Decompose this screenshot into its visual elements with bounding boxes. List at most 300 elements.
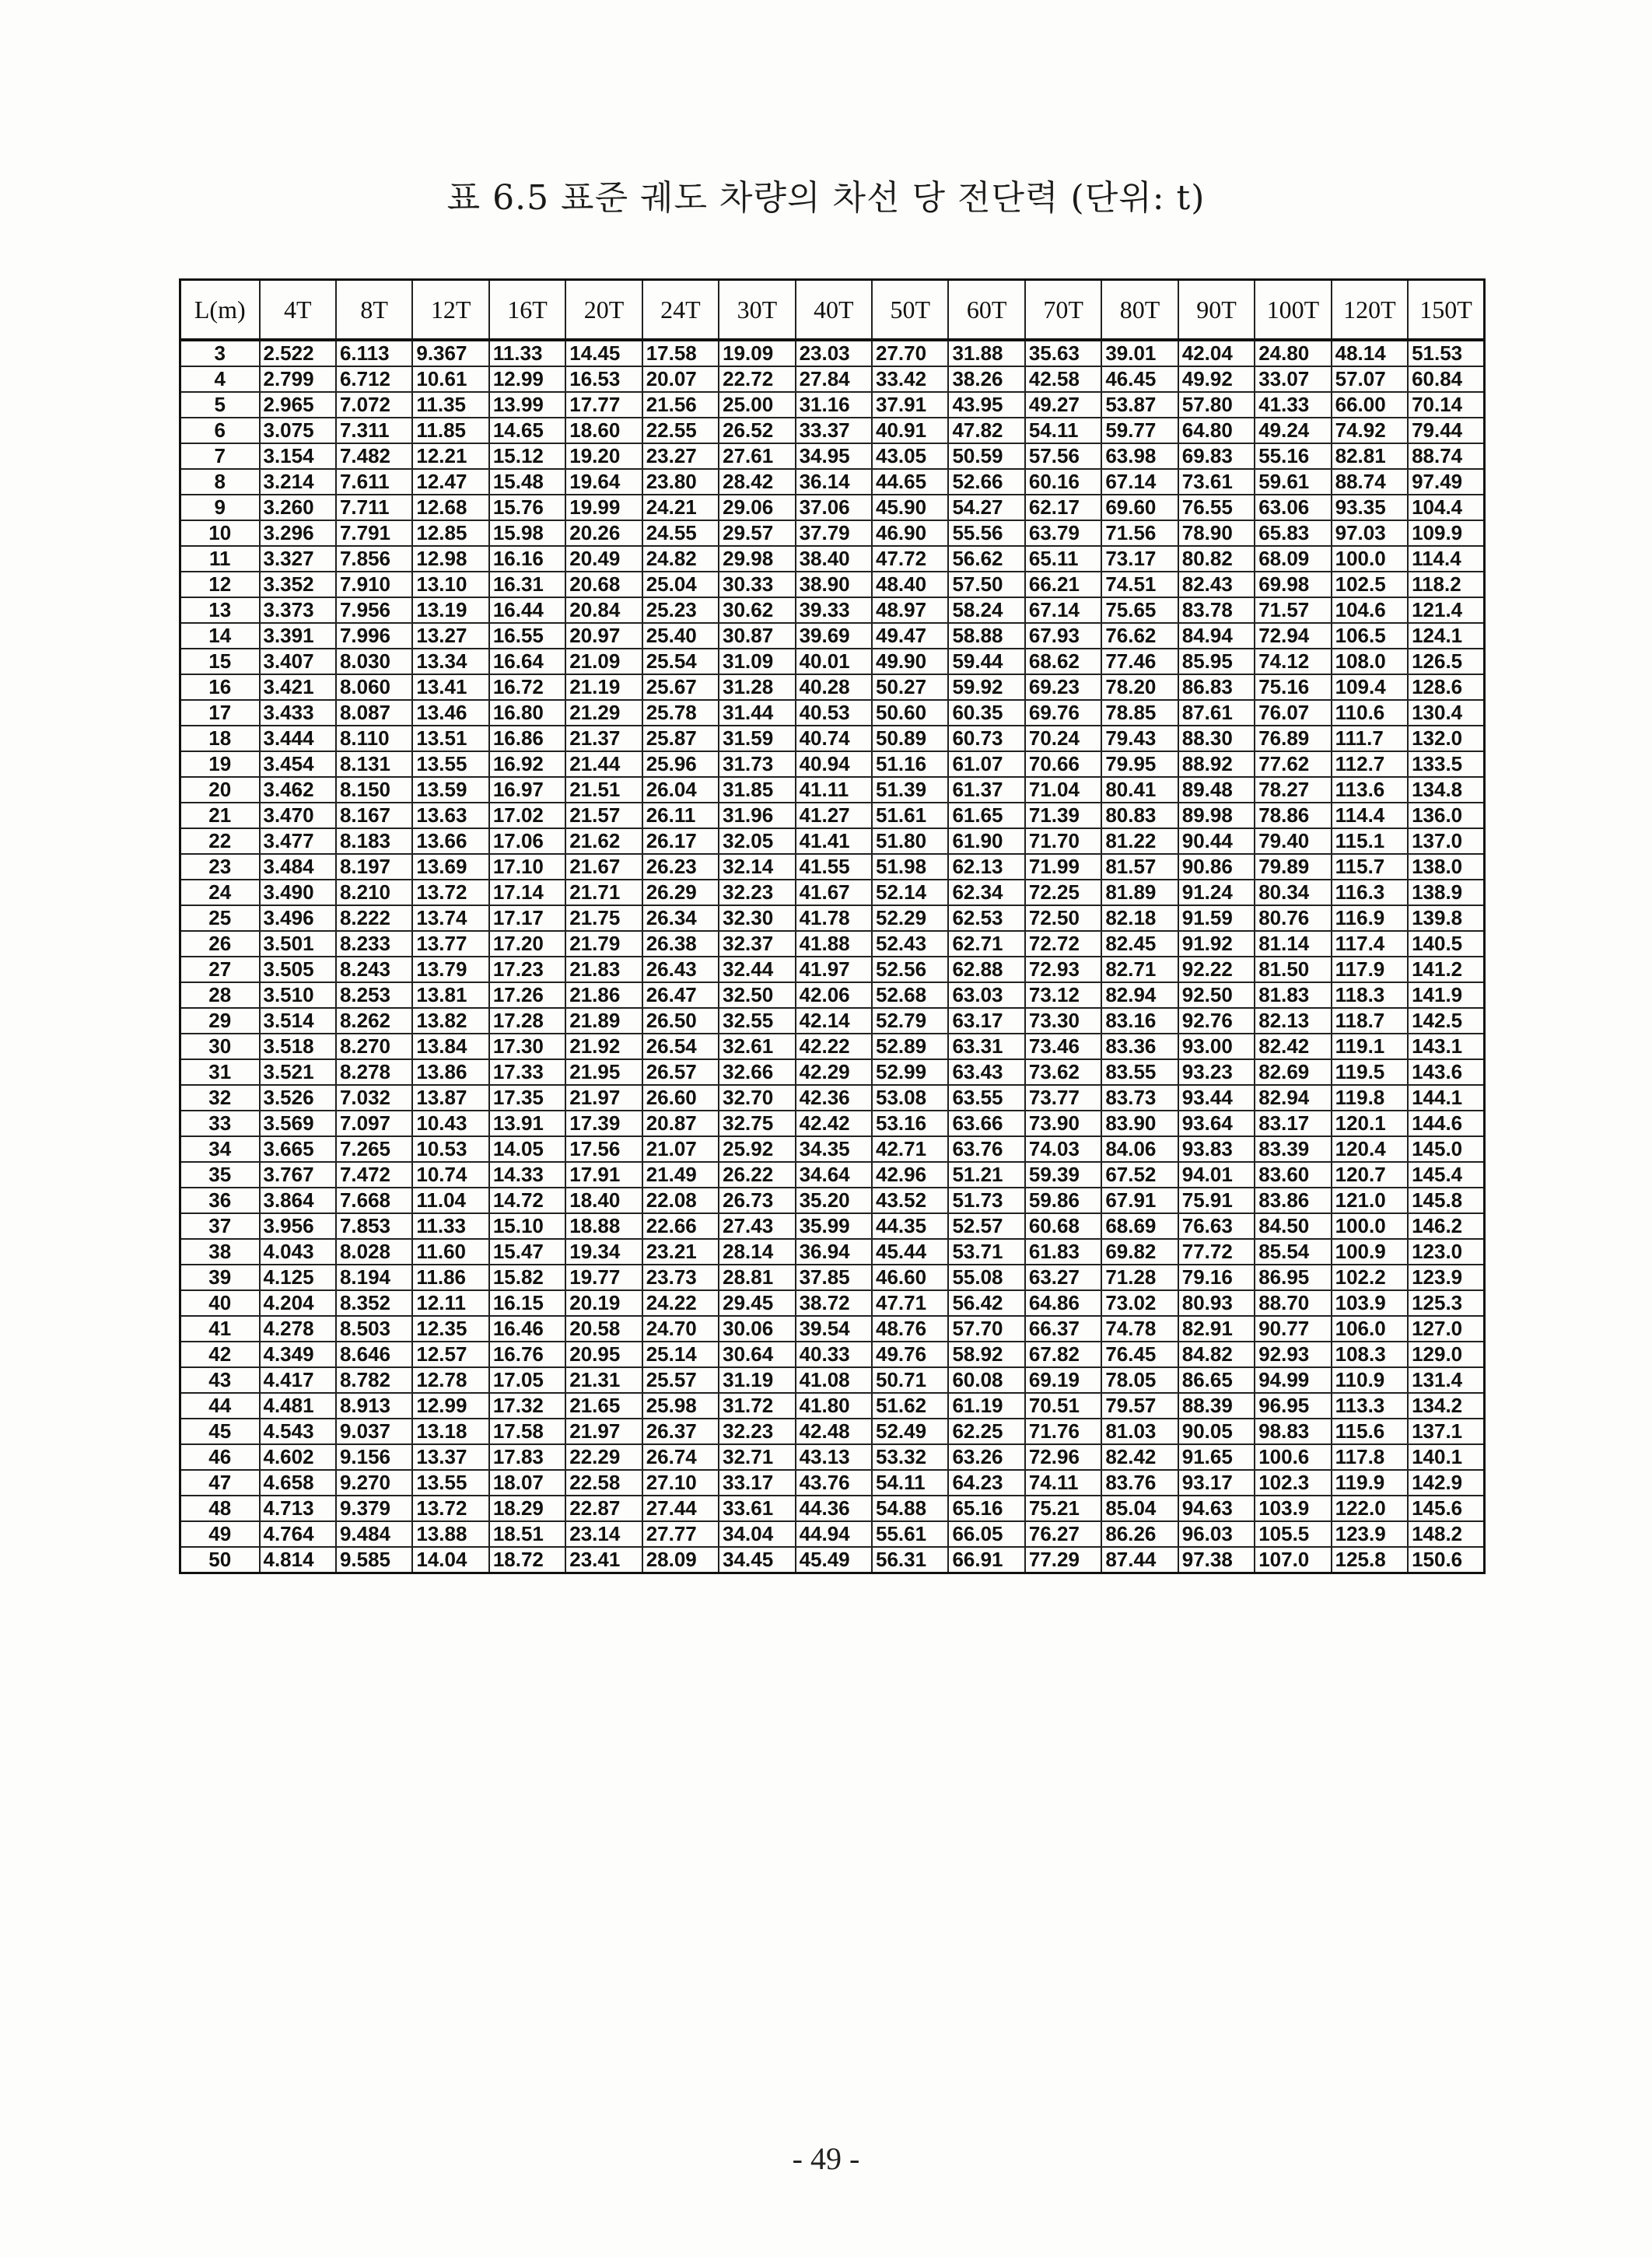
- value-cell: 129.0: [1408, 1342, 1484, 1367]
- page-number: - 49 -: [792, 2141, 860, 2176]
- value-cell: 12.21: [412, 443, 488, 469]
- value-cell: 21.75: [565, 905, 642, 931]
- value-cell: 71.99: [1025, 854, 1101, 880]
- value-cell: 55.56: [948, 520, 1024, 546]
- value-cell: 90.86: [1178, 854, 1255, 880]
- value-cell: 29.06: [719, 495, 795, 520]
- value-cell: 75.91: [1178, 1188, 1255, 1213]
- value-cell: 137.1: [1408, 1419, 1484, 1444]
- value-cell: 60.08: [948, 1367, 1024, 1393]
- value-cell: 3.864: [260, 1188, 336, 1213]
- table-row: [180, 469, 1485, 495]
- value-cell: 8.782: [336, 1367, 412, 1393]
- length-cell: 25: [180, 905, 260, 931]
- value-cell: 37.06: [796, 495, 872, 520]
- value-cell: 41.97: [796, 957, 872, 982]
- value-cell: 100.9: [1332, 1239, 1408, 1265]
- value-cell: 63.26: [948, 1444, 1024, 1470]
- table-row: [180, 1290, 1485, 1316]
- length-cell: 5: [180, 392, 260, 418]
- value-cell: 12.85: [412, 520, 488, 546]
- value-cell: 43.13: [796, 1444, 872, 1470]
- value-cell: 41.55: [796, 854, 872, 880]
- value-cell: 92.93: [1255, 1342, 1331, 1367]
- value-cell: 67.82: [1025, 1342, 1101, 1367]
- value-cell: 88.92: [1178, 751, 1255, 777]
- value-cell: 81.57: [1101, 854, 1178, 880]
- value-cell: 7.311: [336, 418, 412, 443]
- value-cell: 82.43: [1178, 572, 1255, 597]
- value-cell: 8.131: [336, 751, 412, 777]
- value-cell: 88.39: [1178, 1393, 1255, 1419]
- value-cell: 132.0: [1408, 726, 1484, 751]
- value-cell: 68.62: [1025, 649, 1101, 674]
- value-cell: 15.76: [489, 495, 565, 520]
- value-cell: 52.66: [948, 469, 1024, 495]
- value-cell: 79.44: [1408, 418, 1484, 443]
- value-cell: 13.86: [412, 1059, 488, 1085]
- value-cell: 117.9: [1332, 957, 1408, 982]
- value-cell: 44.65: [872, 469, 948, 495]
- value-cell: 3.470: [260, 803, 336, 828]
- value-cell: 21.09: [565, 649, 642, 674]
- value-cell: 142.5: [1408, 1008, 1484, 1034]
- value-cell: 73.62: [1025, 1059, 1101, 1085]
- value-cell: 60.16: [1025, 469, 1101, 495]
- value-cell: 59.44: [948, 649, 1024, 674]
- value-cell: 11.33: [412, 1213, 488, 1239]
- value-cell: 21.56: [642, 392, 719, 418]
- value-cell: 33.61: [719, 1496, 795, 1521]
- value-cell: 7.611: [336, 469, 412, 495]
- value-cell: 107.0: [1255, 1547, 1331, 1573]
- value-cell: 42.42: [796, 1111, 872, 1136]
- value-cell: 19.34: [565, 1239, 642, 1265]
- value-cell: 85.04: [1101, 1496, 1178, 1521]
- value-cell: 41.41: [796, 828, 872, 854]
- value-cell: 92.50: [1178, 982, 1255, 1008]
- value-cell: 8.278: [336, 1059, 412, 1085]
- length-cell: 49: [180, 1521, 260, 1547]
- value-cell: 32.50: [719, 982, 795, 1008]
- table-row: [180, 340, 1485, 366]
- value-cell: 21.86: [565, 982, 642, 1008]
- length-cell: 9: [180, 495, 260, 520]
- value-cell: 76.63: [1178, 1213, 1255, 1239]
- value-cell: 143.6: [1408, 1059, 1484, 1085]
- value-cell: 88.74: [1408, 443, 1484, 469]
- value-cell: 9.037: [336, 1419, 412, 1444]
- value-cell: 11.33: [489, 340, 565, 366]
- header-load-4: 16T: [489, 280, 565, 341]
- value-cell: 54.11: [872, 1470, 948, 1496]
- table-row: [180, 1162, 1485, 1188]
- value-cell: 13.18: [412, 1419, 488, 1444]
- value-cell: 16.72: [489, 674, 565, 700]
- table-row: [180, 623, 1485, 649]
- value-cell: 40.28: [796, 674, 872, 700]
- value-cell: 113.3: [1332, 1393, 1408, 1419]
- value-cell: 75.16: [1255, 674, 1331, 700]
- value-cell: 59.92: [948, 674, 1024, 700]
- value-cell: 28.81: [719, 1265, 795, 1290]
- value-cell: 75.65: [1101, 597, 1178, 623]
- value-cell: 49.47: [872, 623, 948, 649]
- length-cell: 43: [180, 1367, 260, 1393]
- length-cell: 15: [180, 649, 260, 674]
- value-cell: 4.278: [260, 1316, 336, 1342]
- value-cell: 55.61: [872, 1521, 948, 1547]
- value-cell: 16.97: [489, 777, 565, 803]
- value-cell: 25.67: [642, 674, 719, 700]
- value-cell: 49.92: [1178, 366, 1255, 392]
- value-cell: 19.64: [565, 469, 642, 495]
- value-cell: 83.17: [1255, 1111, 1331, 1136]
- value-cell: 19.77: [565, 1265, 642, 1290]
- value-cell: 7.853: [336, 1213, 412, 1239]
- table-row: [180, 1213, 1485, 1239]
- value-cell: 82.42: [1255, 1034, 1331, 1059]
- value-cell: 63.76: [948, 1136, 1024, 1162]
- value-cell: 7.097: [336, 1111, 412, 1136]
- value-cell: 2.965: [260, 392, 336, 418]
- value-cell: 52.14: [872, 880, 948, 905]
- value-cell: 79.95: [1101, 751, 1178, 777]
- value-cell: 17.06: [489, 828, 565, 854]
- value-cell: 10.53: [412, 1136, 488, 1162]
- value-cell: 50.71: [872, 1367, 948, 1393]
- value-cell: 13.74: [412, 905, 488, 931]
- value-cell: 41.27: [796, 803, 872, 828]
- value-cell: 12.98: [412, 546, 488, 572]
- value-cell: 13.88: [412, 1521, 488, 1547]
- value-cell: 63.03: [948, 982, 1024, 1008]
- table-row: [180, 751, 1485, 777]
- value-cell: 22.58: [565, 1470, 642, 1496]
- value-cell: 20.95: [565, 1342, 642, 1367]
- length-cell: 4: [180, 366, 260, 392]
- value-cell: 76.62: [1101, 623, 1178, 649]
- table-row: [180, 520, 1485, 546]
- value-cell: 137.0: [1408, 828, 1484, 854]
- value-cell: 66.21: [1025, 572, 1101, 597]
- value-cell: 117.4: [1332, 931, 1408, 957]
- value-cell: 73.46: [1025, 1034, 1101, 1059]
- value-cell: 3.433: [260, 700, 336, 726]
- value-cell: 4.481: [260, 1393, 336, 1419]
- value-cell: 79.89: [1255, 854, 1331, 880]
- value-cell: 13.87: [412, 1085, 488, 1111]
- value-cell: 93.64: [1178, 1111, 1255, 1136]
- value-cell: 110.9: [1332, 1367, 1408, 1393]
- value-cell: 92.22: [1178, 957, 1255, 982]
- value-cell: 77.72: [1178, 1239, 1255, 1265]
- value-cell: 2.522: [260, 340, 336, 366]
- table-row: [180, 418, 1485, 443]
- value-cell: 79.40: [1255, 828, 1331, 854]
- value-cell: 31.73: [719, 751, 795, 777]
- value-cell: 108.3: [1332, 1342, 1408, 1367]
- value-cell: 3.477: [260, 828, 336, 854]
- value-cell: 32.05: [719, 828, 795, 854]
- value-cell: 77.29: [1025, 1547, 1101, 1573]
- value-cell: 34.45: [719, 1547, 795, 1573]
- value-cell: 83.73: [1101, 1085, 1178, 1111]
- value-cell: 69.23: [1025, 674, 1101, 700]
- value-cell: 102.2: [1332, 1265, 1408, 1290]
- value-cell: 57.07: [1332, 366, 1408, 392]
- value-cell: 148.2: [1408, 1521, 1484, 1547]
- value-cell: 50.89: [872, 726, 948, 751]
- value-cell: 20.58: [565, 1316, 642, 1342]
- value-cell: 39.69: [796, 623, 872, 649]
- value-cell: 46.90: [872, 520, 948, 546]
- value-cell: 50.60: [872, 700, 948, 726]
- value-cell: 21.29: [565, 700, 642, 726]
- value-cell: 21.37: [565, 726, 642, 751]
- value-cell: 16.76: [489, 1342, 565, 1367]
- value-cell: 9.379: [336, 1496, 412, 1521]
- value-cell: 72.25: [1025, 880, 1101, 905]
- value-cell: 17.91: [565, 1162, 642, 1188]
- value-cell: 38.72: [796, 1290, 872, 1316]
- value-cell: 14.65: [489, 418, 565, 443]
- value-cell: 67.91: [1101, 1188, 1178, 1213]
- value-cell: 3.296: [260, 520, 336, 546]
- value-cell: 13.10: [412, 572, 488, 597]
- table-row: [180, 392, 1485, 418]
- value-cell: 102.3: [1255, 1470, 1331, 1496]
- value-cell: 49.24: [1255, 418, 1331, 443]
- value-cell: 112.7: [1332, 751, 1408, 777]
- value-cell: 25.54: [642, 649, 719, 674]
- table-row: [180, 1547, 1485, 1573]
- value-cell: 3.496: [260, 905, 336, 931]
- value-cell: 97.38: [1178, 1547, 1255, 1573]
- value-cell: 114.4: [1408, 546, 1484, 572]
- value-cell: 41.33: [1255, 392, 1331, 418]
- value-cell: 30.64: [719, 1342, 795, 1367]
- value-cell: 81.22: [1101, 828, 1178, 854]
- value-cell: 134.2: [1408, 1393, 1484, 1419]
- length-cell: 27: [180, 957, 260, 982]
- value-cell: 3.510: [260, 982, 336, 1008]
- value-cell: 86.83: [1178, 674, 1255, 700]
- value-cell: 32.14: [719, 854, 795, 880]
- value-cell: 16.80: [489, 700, 565, 726]
- length-cell: 18: [180, 726, 260, 751]
- value-cell: 80.83: [1101, 803, 1178, 828]
- value-cell: 19.99: [565, 495, 642, 520]
- value-cell: 25.96: [642, 751, 719, 777]
- value-cell: 21.89: [565, 1008, 642, 1034]
- value-cell: 13.37: [412, 1444, 488, 1470]
- value-cell: 63.43: [948, 1059, 1024, 1085]
- value-cell: 92.76: [1178, 1008, 1255, 1034]
- table-row: [180, 1393, 1485, 1419]
- value-cell: 60.73: [948, 726, 1024, 751]
- value-cell: 26.23: [642, 854, 719, 880]
- value-cell: 69.98: [1255, 572, 1331, 597]
- value-cell: 3.214: [260, 469, 336, 495]
- value-cell: 41.08: [796, 1367, 872, 1393]
- value-cell: 63.17: [948, 1008, 1024, 1034]
- value-cell: 27.10: [642, 1470, 719, 1496]
- value-cell: 16.44: [489, 597, 565, 623]
- header-length: L(m): [180, 280, 260, 341]
- value-cell: 134.8: [1408, 777, 1484, 803]
- value-cell: 7.856: [336, 546, 412, 572]
- table-row: [180, 495, 1485, 520]
- length-cell: 20: [180, 777, 260, 803]
- value-cell: 88.70: [1255, 1290, 1331, 1316]
- value-cell: 73.77: [1025, 1085, 1101, 1111]
- table-title: 표 6.5 표준 궤도 차량의 차선 당 전단력 (단위: t): [446, 178, 1206, 218]
- value-cell: 21.51: [565, 777, 642, 803]
- value-cell: 27.61: [719, 443, 795, 469]
- value-cell: 60.84: [1408, 366, 1484, 392]
- value-cell: 119.8: [1332, 1085, 1408, 1111]
- value-cell: 26.52: [719, 418, 795, 443]
- value-cell: 17.23: [489, 957, 565, 982]
- value-cell: 41.78: [796, 905, 872, 931]
- value-cell: 82.94: [1101, 982, 1178, 1008]
- value-cell: 3.521: [260, 1059, 336, 1085]
- value-cell: 21.95: [565, 1059, 642, 1085]
- value-cell: 26.54: [642, 1034, 719, 1059]
- value-cell: 45.44: [872, 1239, 948, 1265]
- table-row: [180, 649, 1485, 674]
- value-cell: 100.6: [1255, 1444, 1331, 1470]
- value-cell: 20.68: [565, 572, 642, 597]
- value-cell: 3.505: [260, 957, 336, 982]
- value-cell: 26.04: [642, 777, 719, 803]
- table-header-row: [180, 280, 1485, 341]
- value-cell: 82.18: [1101, 905, 1178, 931]
- length-cell: 14: [180, 623, 260, 649]
- value-cell: 40.53: [796, 700, 872, 726]
- value-cell: 110.6: [1332, 700, 1408, 726]
- value-cell: 73.30: [1025, 1008, 1101, 1034]
- value-cell: 51.16: [872, 751, 948, 777]
- value-cell: 53.32: [872, 1444, 948, 1470]
- header-load-5: 20T: [565, 280, 642, 341]
- value-cell: 139.8: [1408, 905, 1484, 931]
- value-cell: 88.30: [1178, 726, 1255, 751]
- value-cell: 67.14: [1025, 597, 1101, 623]
- value-cell: 30.62: [719, 597, 795, 623]
- value-cell: 32.61: [719, 1034, 795, 1059]
- value-cell: 27.70: [872, 340, 948, 366]
- value-cell: 17.77: [565, 392, 642, 418]
- value-cell: 71.39: [1025, 803, 1101, 828]
- value-cell: 7.265: [336, 1136, 412, 1162]
- value-cell: 4.814: [260, 1547, 336, 1573]
- value-cell: 25.78: [642, 700, 719, 726]
- value-cell: 16.64: [489, 649, 565, 674]
- value-cell: 42.58: [1025, 366, 1101, 392]
- value-cell: 35.20: [796, 1188, 872, 1213]
- value-cell: 31.96: [719, 803, 795, 828]
- length-cell: 11: [180, 546, 260, 572]
- value-cell: 72.50: [1025, 905, 1101, 931]
- value-cell: 108.0: [1332, 649, 1408, 674]
- length-cell: 37: [180, 1213, 260, 1239]
- value-cell: 84.94: [1178, 623, 1255, 649]
- value-cell: 138.9: [1408, 880, 1484, 905]
- value-cell: 32.37: [719, 931, 795, 957]
- length-cell: 30: [180, 1034, 260, 1059]
- value-cell: 81.83: [1255, 982, 1331, 1008]
- value-cell: 111.7: [1332, 726, 1408, 751]
- value-cell: 84.50: [1255, 1213, 1331, 1239]
- value-cell: 93.83: [1178, 1136, 1255, 1162]
- value-cell: 31.72: [719, 1393, 795, 1419]
- value-cell: 9.270: [336, 1470, 412, 1496]
- value-cell: 70.51: [1025, 1393, 1101, 1419]
- length-cell: 48: [180, 1496, 260, 1521]
- value-cell: 29.57: [719, 520, 795, 546]
- value-cell: 72.94: [1255, 623, 1331, 649]
- value-cell: 7.482: [336, 443, 412, 469]
- value-cell: 21.92: [565, 1034, 642, 1059]
- value-cell: 56.62: [948, 546, 1024, 572]
- value-cell: 51.98: [872, 854, 948, 880]
- value-cell: 74.12: [1255, 649, 1331, 674]
- value-cell: 57.56: [1025, 443, 1101, 469]
- value-cell: 24.55: [642, 520, 719, 546]
- value-cell: 3.518: [260, 1034, 336, 1059]
- table-row: [180, 880, 1485, 905]
- value-cell: 91.92: [1178, 931, 1255, 957]
- value-cell: 78.86: [1255, 803, 1331, 828]
- value-cell: 119.5: [1332, 1059, 1408, 1085]
- value-cell: 73.02: [1101, 1290, 1178, 1316]
- value-cell: 64.86: [1025, 1290, 1101, 1316]
- length-cell: 47: [180, 1470, 260, 1496]
- length-cell: 40: [180, 1290, 260, 1316]
- value-cell: 49.27: [1025, 392, 1101, 418]
- header-load-12: 80T: [1101, 280, 1178, 341]
- value-cell: 3.484: [260, 854, 336, 880]
- value-cell: 8.028: [336, 1239, 412, 1265]
- value-cell: 72.72: [1025, 931, 1101, 957]
- value-cell: 86.95: [1255, 1265, 1331, 1290]
- value-cell: 32.30: [719, 905, 795, 931]
- value-cell: 18.40: [565, 1188, 642, 1213]
- value-cell: 23.21: [642, 1239, 719, 1265]
- value-cell: 124.1: [1408, 623, 1484, 649]
- value-cell: 42.06: [796, 982, 872, 1008]
- value-cell: 42.29: [796, 1059, 872, 1085]
- value-cell: 78.05: [1101, 1367, 1178, 1393]
- value-cell: 71.57: [1255, 597, 1331, 623]
- value-cell: 16.92: [489, 751, 565, 777]
- value-cell: 47.82: [948, 418, 1024, 443]
- value-cell: 15.48: [489, 469, 565, 495]
- value-cell: 17.58: [642, 340, 719, 366]
- value-cell: 13.81: [412, 982, 488, 1008]
- value-cell: 7.996: [336, 623, 412, 649]
- value-cell: 28.42: [719, 469, 795, 495]
- table-row: [180, 674, 1485, 700]
- value-cell: 115.7: [1332, 854, 1408, 880]
- value-cell: 48.40: [872, 572, 948, 597]
- value-cell: 143.1: [1408, 1034, 1484, 1059]
- value-cell: 52.99: [872, 1059, 948, 1085]
- length-cell: 34: [180, 1136, 260, 1162]
- value-cell: 52.89: [872, 1034, 948, 1059]
